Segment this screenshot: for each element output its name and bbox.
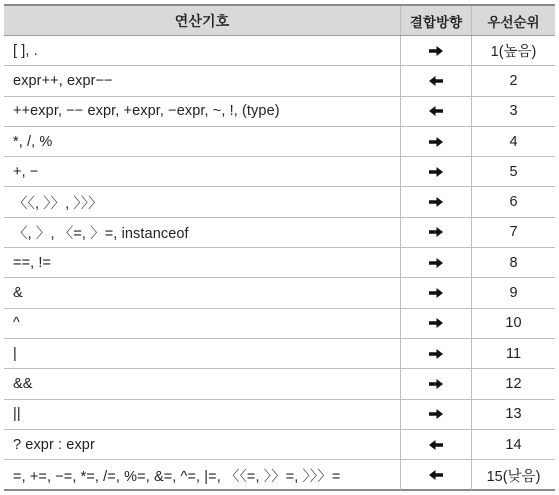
priority-cell: 13 — [505, 406, 522, 423]
table-row — [4, 309, 555, 339]
arrow-left-icon — [429, 440, 443, 450]
arrow-right-icon — [429, 137, 443, 147]
priority-cell: 12 — [505, 375, 522, 392]
header-priority: 우선순위 — [487, 14, 540, 30]
direction-cell — [400, 430, 472, 459]
arrow-right-icon — [429, 379, 443, 389]
direction-cell — [400, 97, 472, 126]
arrow-right-icon — [429, 46, 443, 56]
table-row — [4, 339, 555, 369]
operator-cell: && — [13, 375, 33, 392]
operator-cell: +, − — [13, 163, 39, 180]
direction-cell — [400, 369, 472, 398]
table-header-row — [4, 6, 555, 36]
operator-cell: *, /, % — [13, 133, 53, 150]
direction-cell — [400, 278, 472, 307]
operator-cell: expr++, expr−− — [13, 72, 113, 89]
operator-cell: | — [13, 345, 17, 362]
operator-cell: ^ — [13, 315, 20, 332]
table-row — [4, 187, 555, 217]
direction-cell — [400, 339, 472, 368]
priority-cell: 15(낮음) — [486, 468, 541, 485]
table-row — [4, 97, 555, 127]
arrow-right-icon — [429, 349, 443, 359]
table-row — [4, 248, 555, 278]
header-direction: 결합방향 — [400, 6, 472, 35]
direction-cell — [400, 309, 472, 338]
operator-cell: & — [13, 285, 23, 302]
priority-cell: 3 — [509, 103, 518, 120]
direction-cell — [400, 36, 472, 65]
priority-cell: 2 — [509, 72, 518, 89]
priority-cell: 6 — [509, 194, 518, 211]
arrow-right-icon — [429, 258, 443, 268]
priority-cell: 8 — [509, 254, 518, 271]
operator-cell: || — [13, 406, 21, 423]
priority-cell: 11 — [505, 345, 522, 362]
direction-cell — [400, 157, 472, 186]
arrow-left-icon — [429, 76, 443, 86]
arrow-right-icon — [429, 227, 443, 237]
priority-cell: 7 — [509, 224, 518, 241]
operator-cell: 〈〈, 〉〉, 〉〉〉 — [13, 195, 103, 212]
arrow-left-icon — [429, 106, 443, 116]
arrow-right-icon — [429, 288, 443, 298]
table-row — [4, 157, 555, 187]
table-row — [4, 369, 555, 399]
arrow-right-icon — [429, 318, 443, 328]
direction-cell — [400, 400, 472, 429]
arrow-right-icon — [429, 167, 443, 177]
arrow-right-icon — [429, 197, 443, 207]
arrow-left-icon — [429, 470, 443, 480]
table-body — [4, 36, 555, 490]
table-row — [4, 430, 555, 460]
table-row — [4, 400, 555, 430]
operator-cell: ==, != — [13, 254, 52, 271]
table-row — [4, 460, 555, 490]
direction-cell — [400, 248, 472, 277]
table-row — [4, 218, 555, 248]
direction-cell — [400, 127, 472, 156]
table-row — [4, 36, 555, 66]
table-row — [4, 127, 555, 157]
priority-cell: 10 — [505, 315, 522, 332]
operator-cell: =, +=, −=, *=, /=, %=, &=, ^=, |=, 〈〈=, 〉〉=, 〉〉〉= — [13, 468, 341, 485]
priority-cell: 9 — [509, 285, 518, 302]
table-row — [4, 278, 555, 308]
direction-cell — [400, 187, 472, 216]
priority-cell: 14 — [505, 436, 522, 453]
arrow-right-icon — [429, 409, 443, 419]
priority-cell: 5 — [509, 163, 518, 180]
direction-cell — [400, 460, 472, 490]
direction-cell — [400, 218, 472, 247]
priority-cell: 4 — [509, 133, 518, 150]
table-row — [4, 66, 555, 96]
operator-cell: 〈, 〉, 〈=, 〉=, instanceof — [13, 225, 189, 242]
direction-cell — [400, 66, 472, 95]
operator-cell: ++expr, −− expr, +expr, −expr, ~, !, (type) — [13, 103, 280, 120]
operator-cell: ? expr : expr — [13, 436, 95, 453]
operator-cell: [ ], . — [13, 42, 38, 59]
header-operator: 연산기호 — [174, 12, 230, 29]
priority-cell: 1(높음) — [490, 44, 537, 61]
operator-precedence-table — [4, 4, 555, 491]
